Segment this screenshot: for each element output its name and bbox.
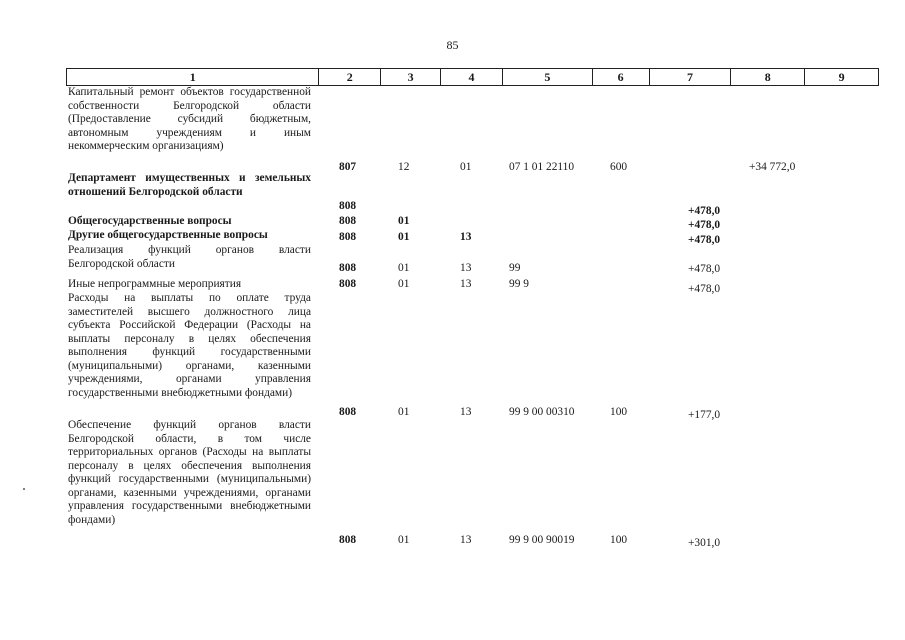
cell-section: 12 [398, 161, 410, 173]
cell-amount-col7: +478,0 [688, 205, 721, 217]
cell-target-article: 99 9 00 90019 [509, 534, 575, 546]
cell-subsection: 13 [460, 231, 472, 243]
cell-ministry-code: 808 [339, 278, 357, 290]
cell-amount-col7: +478,0 [688, 234, 721, 246]
cell-section: 01 [398, 406, 410, 418]
row-description: Иные непрограммные мероприятия [68, 278, 242, 290]
cell-amount-col7: +177,0 [688, 409, 721, 421]
column-header-3: 3 [381, 69, 441, 85]
cell-target-article: 99 9 00 00310 [509, 406, 575, 418]
column-header-5: 5 [503, 69, 593, 85]
row-description: Реализация функций органов власти Белгородской области [68, 244, 311, 270]
row-description: Другие общегосударственные вопросы [68, 229, 268, 241]
cell-target-article: 07 1 01 22110 [509, 161, 575, 173]
row-description: Обеспечение функций органов власти Белгородской области, в том числе территориальных органов (Расходы на выплаты персоналу в целях обеспечения выполнения функций государственными (муниципальными) органами, казенными учреждениями, органами управления государственными внебюджетными фондами) [68, 419, 311, 526]
column-header-2: 2 [319, 69, 381, 85]
column-header-9: 9 [838, 70, 845, 84]
cell-section: 01 [398, 262, 410, 274]
column-header-6: 6 [593, 69, 650, 85]
cell-ministry-code: 808 [339, 534, 357, 546]
cell-ministry-code: 807 [339, 161, 357, 173]
cell-ministry-code: 808 [339, 406, 357, 418]
cell-expense-type: 100 [610, 534, 628, 546]
cell-subsection: 13 [460, 534, 472, 546]
cell-ministry-code: 808 [339, 200, 357, 212]
cell-amount-col7: +478,0 [688, 263, 721, 275]
cell-ministry-code: 808 [339, 215, 357, 227]
table-header [66, 68, 879, 86]
cell-amount-col8: +34 772,0 [749, 161, 796, 173]
cell-expense-type: 100 [610, 406, 628, 418]
column-header-8: 8 [731, 69, 805, 85]
column-header-1: 1 [67, 69, 319, 85]
cell-expense-type: 600 [610, 161, 628, 173]
row-description: Департамент имущественных и земельных отношений Белгородской области [68, 172, 311, 198]
row-description: Расходы на выплаты по оплате труда заместителей высшего должностного лица субъекта Российской Федерации (Расходы на выплаты персоналу в целях обеспечения выполнения функций государственными (муниципальными) органами, казенными учреждениями, органами управления государственными внебюджетными фондами) [68, 292, 311, 399]
row-description: Общегосударственные вопросы [68, 215, 232, 227]
cell-target-article: 99 9 [509, 278, 529, 290]
row-description: Капитальный ремонт объектов государственной собственности Белгородской области (Предоставление субсидий бюджетным, автономным учреждениям и иным некоммерческим организациям) [68, 86, 311, 152]
cell-subsection: 13 [460, 406, 472, 418]
column-header-7: 7 [650, 69, 732, 85]
cell-amount-col7: +478,0 [688, 219, 721, 231]
cell-subsection: 13 [460, 278, 472, 290]
cell-ministry-code: 808 [339, 231, 357, 243]
cell-section: 01 [398, 534, 410, 546]
cell-section: 01 [398, 278, 410, 290]
scan-speck [23, 488, 25, 490]
cell-section: 01 [398, 231, 410, 243]
cell-target-article: 99 [509, 262, 521, 274]
cell-amount-col7: +478,0 [688, 283, 721, 295]
cell-section: 01 [398, 215, 410, 227]
cell-subsection: 01 [460, 161, 472, 173]
cell-subsection: 13 [460, 262, 472, 274]
page-number: 85 [446, 38, 459, 52]
column-header-4: 4 [441, 69, 503, 85]
cell-ministry-code: 808 [339, 262, 357, 274]
cell-amount-col7: +301,0 [688, 537, 721, 549]
